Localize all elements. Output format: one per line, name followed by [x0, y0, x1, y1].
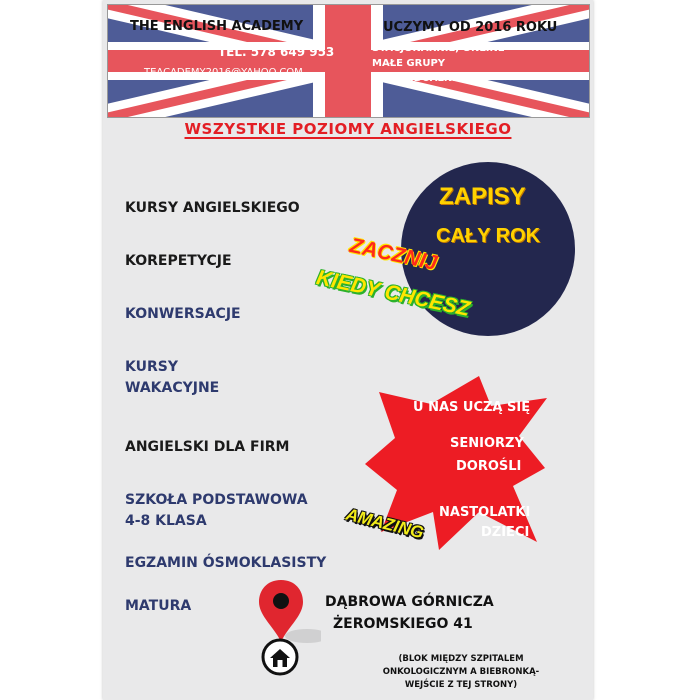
course-item: KURSY [125, 359, 178, 375]
slogan-line-1: ZACZNIJ [347, 234, 440, 275]
page-title: WSZYSTKIE POZIOMY ANGIELSKIEGO [184, 120, 512, 138]
teachers-heading: U NAS UCZĄ SIĘ [413, 400, 531, 415]
teachers-group: SENIORZY [450, 436, 524, 451]
header-banner [107, 4, 590, 118]
email-address: TEACADEMY2016@YAHOO.COM [144, 67, 303, 78]
since-text: UCZYMY OD 2016 ROKU [383, 20, 558, 35]
teachers-group: DOROŚLI [456, 459, 522, 474]
course-item: KURSY ANGIELSKIEGO [125, 200, 300, 216]
address-note [361, 653, 561, 692]
teachers-group: DZIECI [481, 525, 530, 540]
groups-text: MAŁE GRUPY [372, 58, 446, 69]
mode-text: STACJONARNIE, ONLINE [372, 43, 505, 54]
teachers-group: NASTOLATKI [439, 505, 531, 520]
course-item: WAKACYJNE [125, 380, 220, 396]
course-item: ANGIELSKI DLA FIRM [125, 439, 290, 455]
course-item: EGZAMIN ÓSMOKLASISTY [125, 555, 327, 571]
enrollment-line-2: CAŁY ROK [436, 225, 541, 247]
home-icon [260, 637, 300, 677]
address-note-line: ONKOLOGICZNYM A BIEBRONKĄ- [382, 667, 540, 677]
amazing-badge: AMAZING [344, 504, 426, 543]
course-item: 4-8 KLASA [125, 513, 207, 529]
address-note-line: WEJŚCIE Z TEJ STRONY) [404, 680, 518, 690]
slogan-line-2: KIEDY CHCESZ [314, 266, 472, 321]
course-item: KOREPETYCJE [125, 253, 232, 269]
course-item: SZKOŁA PODSTAWOWA [125, 492, 308, 508]
phone-number: TEL. 578 649 953 [218, 45, 335, 59]
course-item: MATURA [125, 598, 192, 614]
enrollment-line-1: ZAPISY [439, 183, 526, 210]
address-note-line: (BLOK MIĘDZY SZPITALEM [398, 654, 524, 664]
address-street: ŻEROMSKIEGO 41 [333, 616, 473, 632]
course-item: KONWERSACJE [125, 306, 241, 322]
flyer [103, 0, 593, 700]
academy-name: THE ENGLISH ACADEMY [130, 19, 304, 34]
address-city: DĄBROWA GÓRNICZA [325, 594, 494, 610]
individual-text: INDYWIDUALNIE [372, 73, 463, 84]
